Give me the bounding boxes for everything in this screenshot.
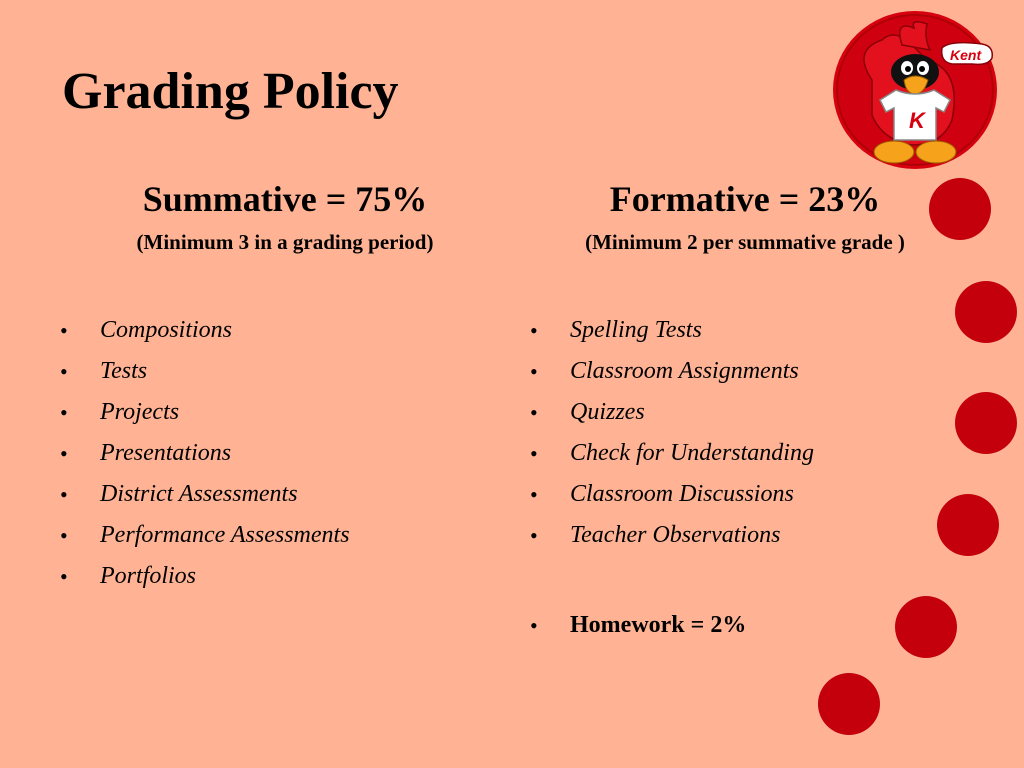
list-item-label: Compositions: [100, 317, 233, 343]
bullet-icon: •: [530, 318, 538, 343]
shirt-letter: K: [909, 108, 925, 133]
formative-heading: Formative = 23%: [609, 179, 881, 219]
list-item-label: Presentations: [100, 440, 232, 466]
bullet-icon: •: [60, 564, 68, 589]
bullet-icon: •: [530, 523, 538, 548]
homework-label: Homework = 2%: [570, 612, 747, 638]
bullet-icon: •: [530, 482, 538, 507]
formative-list: [530, 310, 814, 556]
list-item-label: Tests: [100, 358, 148, 384]
bullet-icon: •: [530, 400, 538, 425]
summative-list: [60, 310, 350, 597]
bullet-icon: •: [60, 359, 68, 384]
list-item: [530, 392, 814, 433]
list-item-label: Projects: [100, 399, 180, 425]
list-item-label: Classroom Assignments: [570, 358, 799, 384]
banner-text: Kent: [950, 47, 982, 63]
list-item: [60, 310, 350, 351]
list-item: [60, 474, 350, 515]
list-item-label: Performance Assessments: [100, 522, 350, 548]
bullet-icon: •: [530, 441, 538, 466]
list-item: [60, 351, 350, 392]
list-item: [530, 474, 814, 515]
list-item: [60, 556, 350, 597]
list-item-label: Teacher Observations: [570, 522, 781, 548]
summative-header: [90, 180, 480, 255]
kent-logo: [832, 10, 998, 170]
bullet-icon: •: [60, 318, 68, 343]
decorative-dot-icon: [818, 673, 880, 735]
homework-item: [530, 605, 746, 646]
bullet-icon: •: [60, 482, 68, 507]
list-item-label: Spelling Tests: [570, 317, 702, 343]
list-item: [530, 433, 814, 474]
list-item: [530, 515, 814, 556]
list-item: [530, 351, 814, 392]
list-item-label: Portfolios: [100, 563, 197, 589]
summative-heading: Summative = 75%: [142, 179, 428, 219]
list-item-label: Quizzes: [570, 399, 645, 425]
bullet-icon: •: [60, 523, 68, 548]
bullet-icon: •: [60, 400, 68, 425]
summative-note: (Minimum 3 in a grading period): [136, 229, 434, 254]
bullet-icon: •: [60, 441, 68, 466]
decorative-dot-icon: [937, 494, 999, 556]
decorative-dot-icon: [955, 281, 1017, 343]
list-item: [60, 433, 350, 474]
bullet-icon: •: [530, 359, 538, 384]
list-item-label: Classroom Discussions: [570, 481, 794, 507]
decorative-dot-icon: [929, 178, 991, 240]
bullet-icon: •: [530, 613, 538, 638]
formative-note: (Minimum 2 per summative grade ): [585, 229, 905, 254]
decorative-dot-icon: [955, 392, 1017, 454]
cardinal-mascot-icon: [832, 10, 998, 170]
formative-header: [540, 180, 950, 255]
list-item-label: District Assessments: [100, 481, 298, 507]
list-item-label: Check for Understanding: [570, 440, 814, 466]
list-item: [60, 392, 350, 433]
page-title: Grading Policy: [62, 63, 399, 120]
decorative-dot-icon: [895, 596, 957, 658]
list-item: [60, 515, 350, 556]
list-item: [530, 310, 814, 351]
